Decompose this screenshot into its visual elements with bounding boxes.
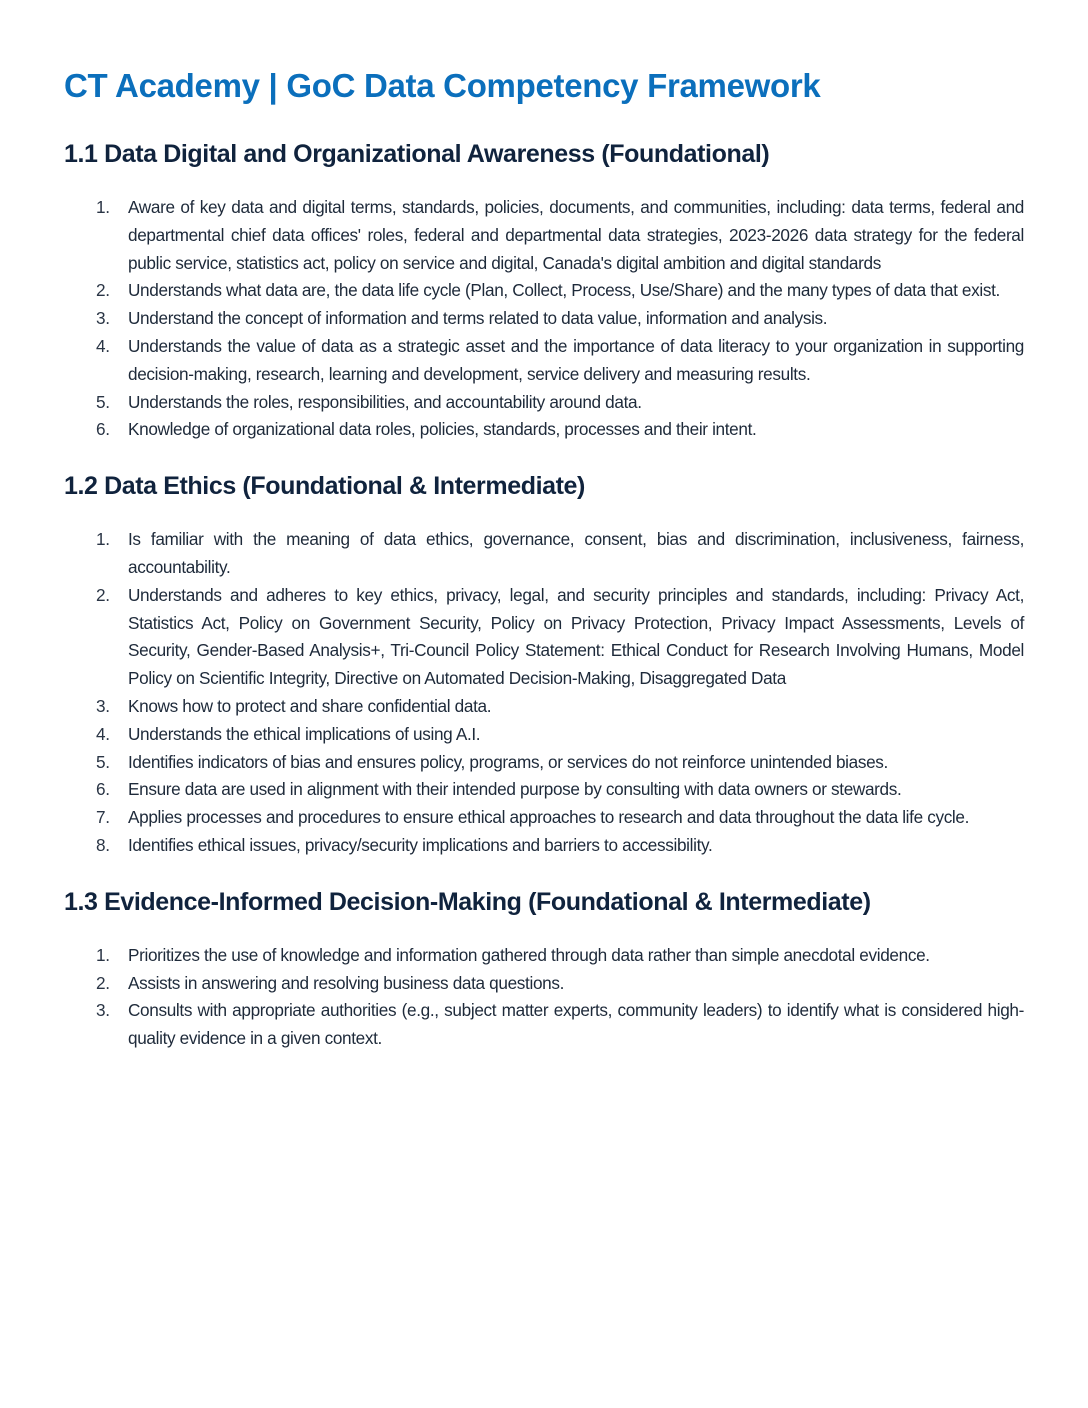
item-text: Understands the ethical implications of using A.I.: [128, 723, 481, 744]
item-text: Knowledge of organizational data roles, policies, standards, processes and their intent.: [128, 419, 757, 440]
item-text: Applies processes and procedures to ensure ethical approaches to research and data throughout the data life cycle.: [128, 807, 970, 828]
competency-list: [64, 526, 1024, 860]
item-number: 5.: [96, 391, 110, 412]
item-text: Is familiar with the meaning of data ethics, governance, consent, bias and discrimination, inclusiveness, fairness, accountability.: [128, 529, 1024, 577]
item-number: 1.: [96, 197, 110, 217]
item-number: 7.: [96, 807, 110, 828]
section-evidence-informed-decision-making: [64, 884, 1024, 1053]
section-heading: 1.1 Data Digital and Organizational Awareness (Foundational): [64, 140, 770, 168]
item-number: 2.: [96, 584, 110, 605]
section-heading: 1.2 Data Ethics (Foundational & Intermediate): [64, 472, 585, 501]
item-text: Consults with appropriate authorities (e.g., subject matter experts, community leaders) to identify what is considered high-quality evidence in a given context.: [128, 1000, 1024, 1049]
list-item: [64, 721, 1024, 749]
item-text: Understands the value of data as a strategic asset and the importance of data literacy to your organization in supporting decision-making, research, learning and development, service delivery and measuring results.: [128, 335, 1024, 384]
item-text: Identifies ethical issues, privacy/security implications and barriers to accessibility.: [128, 834, 713, 855]
list-item: [64, 942, 1024, 970]
item-number: 8.: [96, 834, 110, 855]
list-item: [64, 416, 1024, 444]
item-text: Ensure data are used in alignment with their intended purpose by consulting with data owners or stewards.: [128, 779, 902, 800]
list-item: [64, 997, 1024, 1053]
document-title: CT Academy | GoC Data Competency Framework: [64, 67, 821, 104]
list-item: [64, 305, 1024, 333]
item-number: 1.: [96, 944, 110, 965]
item-text: Knows how to protect and share confidential data.: [128, 695, 492, 716]
item-number: 3.: [96, 308, 110, 329]
list-item: [64, 277, 1024, 305]
section-data-ethics: [64, 468, 1024, 860]
item-text: Understands and adheres to key ethics, privacy, legal, and security principles and standards, including: Privacy Act, Statistics Act, Policy on Government Security, Policy on Privacy Protection, Privacy Impact Assessments, Levels of Security, Gender-Based Analysis+, Tri-Council Policy Statement: Ethical Conduct for Research Involving Humans, Model Policy on Scientific Integrity, Directive on Automated Decision-Making, Disaggregated Data: [128, 584, 1024, 689]
document-page: [64, 62, 1024, 1053]
item-number: 6.: [96, 419, 110, 440]
item-number: 5.: [96, 751, 110, 772]
list-item: [64, 582, 1024, 693]
item-number: 4.: [96, 335, 110, 356]
item-text: Aware of key data and digital terms, standards, policies, documents, and communities, including: data terms, federal and departmental chief data offices' roles, federal and departmental data strategies, 2023-2026 data strategy for the federal public service, statistics act, policy on service and digital, Canada's digital ambition and digital standards: [128, 197, 1024, 273]
item-number: 3.: [96, 695, 110, 716]
list-item: [64, 749, 1024, 777]
item-text: Prioritizes the use of knowledge and information gathered through data rather than simple anecdotal evidence.: [128, 944, 930, 965]
item-number: 3.: [96, 1000, 110, 1021]
list-item: [64, 389, 1024, 417]
list-item: [64, 970, 1024, 998]
section-heading: 1.3 Evidence-Informed Decision-Making (Foundational & Intermediate): [64, 887, 871, 916]
list-item: [64, 194, 1024, 277]
item-number: 2.: [96, 280, 110, 301]
section-data-digital-awareness: [64, 136, 1024, 444]
item-number: 6.: [96, 779, 110, 800]
list-item: [64, 333, 1024, 389]
list-item: [64, 832, 1024, 860]
competency-list: [64, 194, 1024, 444]
list-item: [64, 693, 1024, 721]
item-number: 4.: [96, 723, 110, 744]
list-item: [64, 804, 1024, 832]
item-text: Understands the roles, responsibilities, and accountability around data.: [128, 391, 642, 412]
item-number: 1.: [96, 529, 110, 550]
list-item: [64, 776, 1024, 804]
item-text: Understands what data are, the data life cycle (Plan, Collect, Process, Use/Share) and the many types of data that exist.: [128, 280, 1000, 301]
item-text: Identifies indicators of bias and ensures policy, programs, or services do not reinforce unintended biases.: [128, 751, 888, 772]
item-number: 2.: [96, 972, 110, 993]
item-text: Understand the concept of information and terms related to data value, information and analysis.: [128, 308, 828, 329]
competency-list: [64, 942, 1024, 1053]
item-text: Assists in answering and resolving business data questions.: [128, 972, 565, 993]
list-item: [64, 526, 1024, 582]
